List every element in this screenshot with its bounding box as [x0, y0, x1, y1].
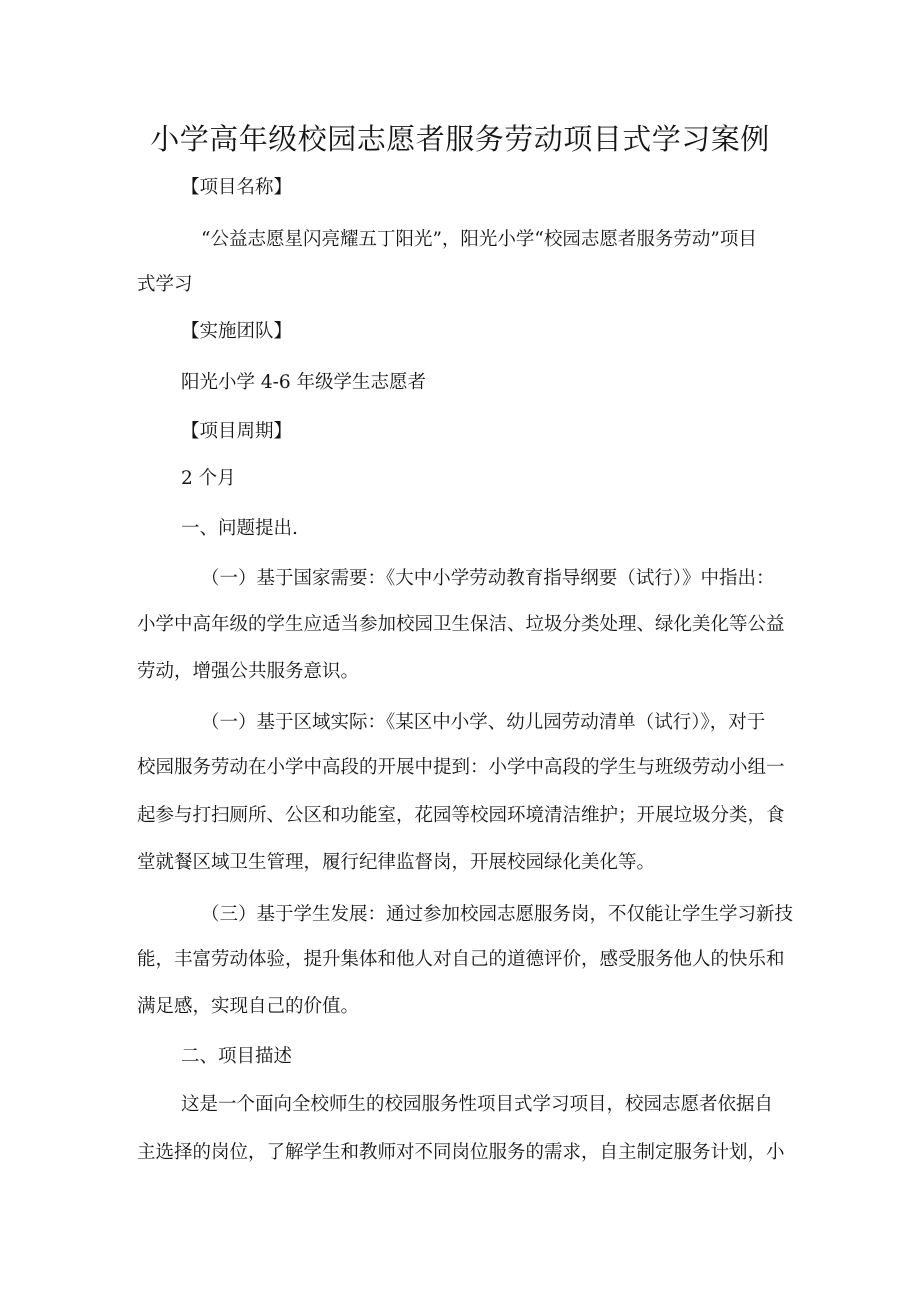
- paragraph-line: 2 个月: [181, 468, 236, 489]
- paragraph-line: 堂就餐区域卫生管理，履行纪律监督岗，开展校园绿化美化等。: [137, 852, 656, 873]
- document-title: 小学高年级校园志愿者服务劳动项目式学习案例: [150, 122, 770, 156]
- paragraph-line: 校园服务劳动在小学中高段的开展中提到：小学中高段的学生与班级劳动小组一: [137, 757, 785, 778]
- paragraph-line: 主选择的岗位，了解学生和教师对不同岗位服务的需求，自主制定服务计划，小: [137, 1142, 785, 1163]
- paragraph-line: 式学习: [137, 274, 193, 295]
- paragraph-line: 能，丰富劳动体验，提升集体和他人对自己的道德评价，感受服务他人的快乐和: [137, 949, 785, 970]
- paragraph-line: 小学中高年级的学生应适当参加校园卫生保洁、垃圾分类处理、绿化美化等公益: [137, 614, 785, 635]
- section-label-period: 【项目周期】: [181, 421, 293, 442]
- section-label-team: 【实施团队】: [181, 321, 293, 342]
- paragraph-line: （一）基于区域实际：《某区中小学、幼儿园劳动清单（试行）》，对于: [201, 712, 766, 733]
- section-heading: 二、项目描述: [181, 1046, 293, 1067]
- paragraph-line: 满足感，实现自己的价值。: [137, 996, 360, 1017]
- paragraph-line: （一）基于国家需要：《大中小学劳动教育指导纲要（试行）》中指出：: [201, 568, 775, 589]
- paragraph-line: 劳动，增强公共服务意识。: [137, 661, 360, 682]
- paragraph-line: （三）基于学生发展：通过参加校园志愿服务岗，不仅能让学生学习新技: [201, 904, 794, 925]
- paragraph-line: 起参与打扫厕所、公区和功能室，花园等校园环境清洁维护；开展垃圾分类，食: [137, 805, 785, 826]
- paragraph-line: 这是一个面向全校师生的校园服务性项目式学习项目，校园志愿者依据自: [181, 1094, 774, 1115]
- section-label-project-name: 【项目名称】: [181, 177, 293, 198]
- paragraph-line: 阳光小学 4-6 年级学生志愿者: [181, 372, 427, 393]
- section-heading: 一、问题提出.: [181, 518, 298, 539]
- paragraph-line: “公益志愿星闪亮耀五丁阳光”，阳光小学“校园志愿者服务劳动”项目: [201, 229, 757, 250]
